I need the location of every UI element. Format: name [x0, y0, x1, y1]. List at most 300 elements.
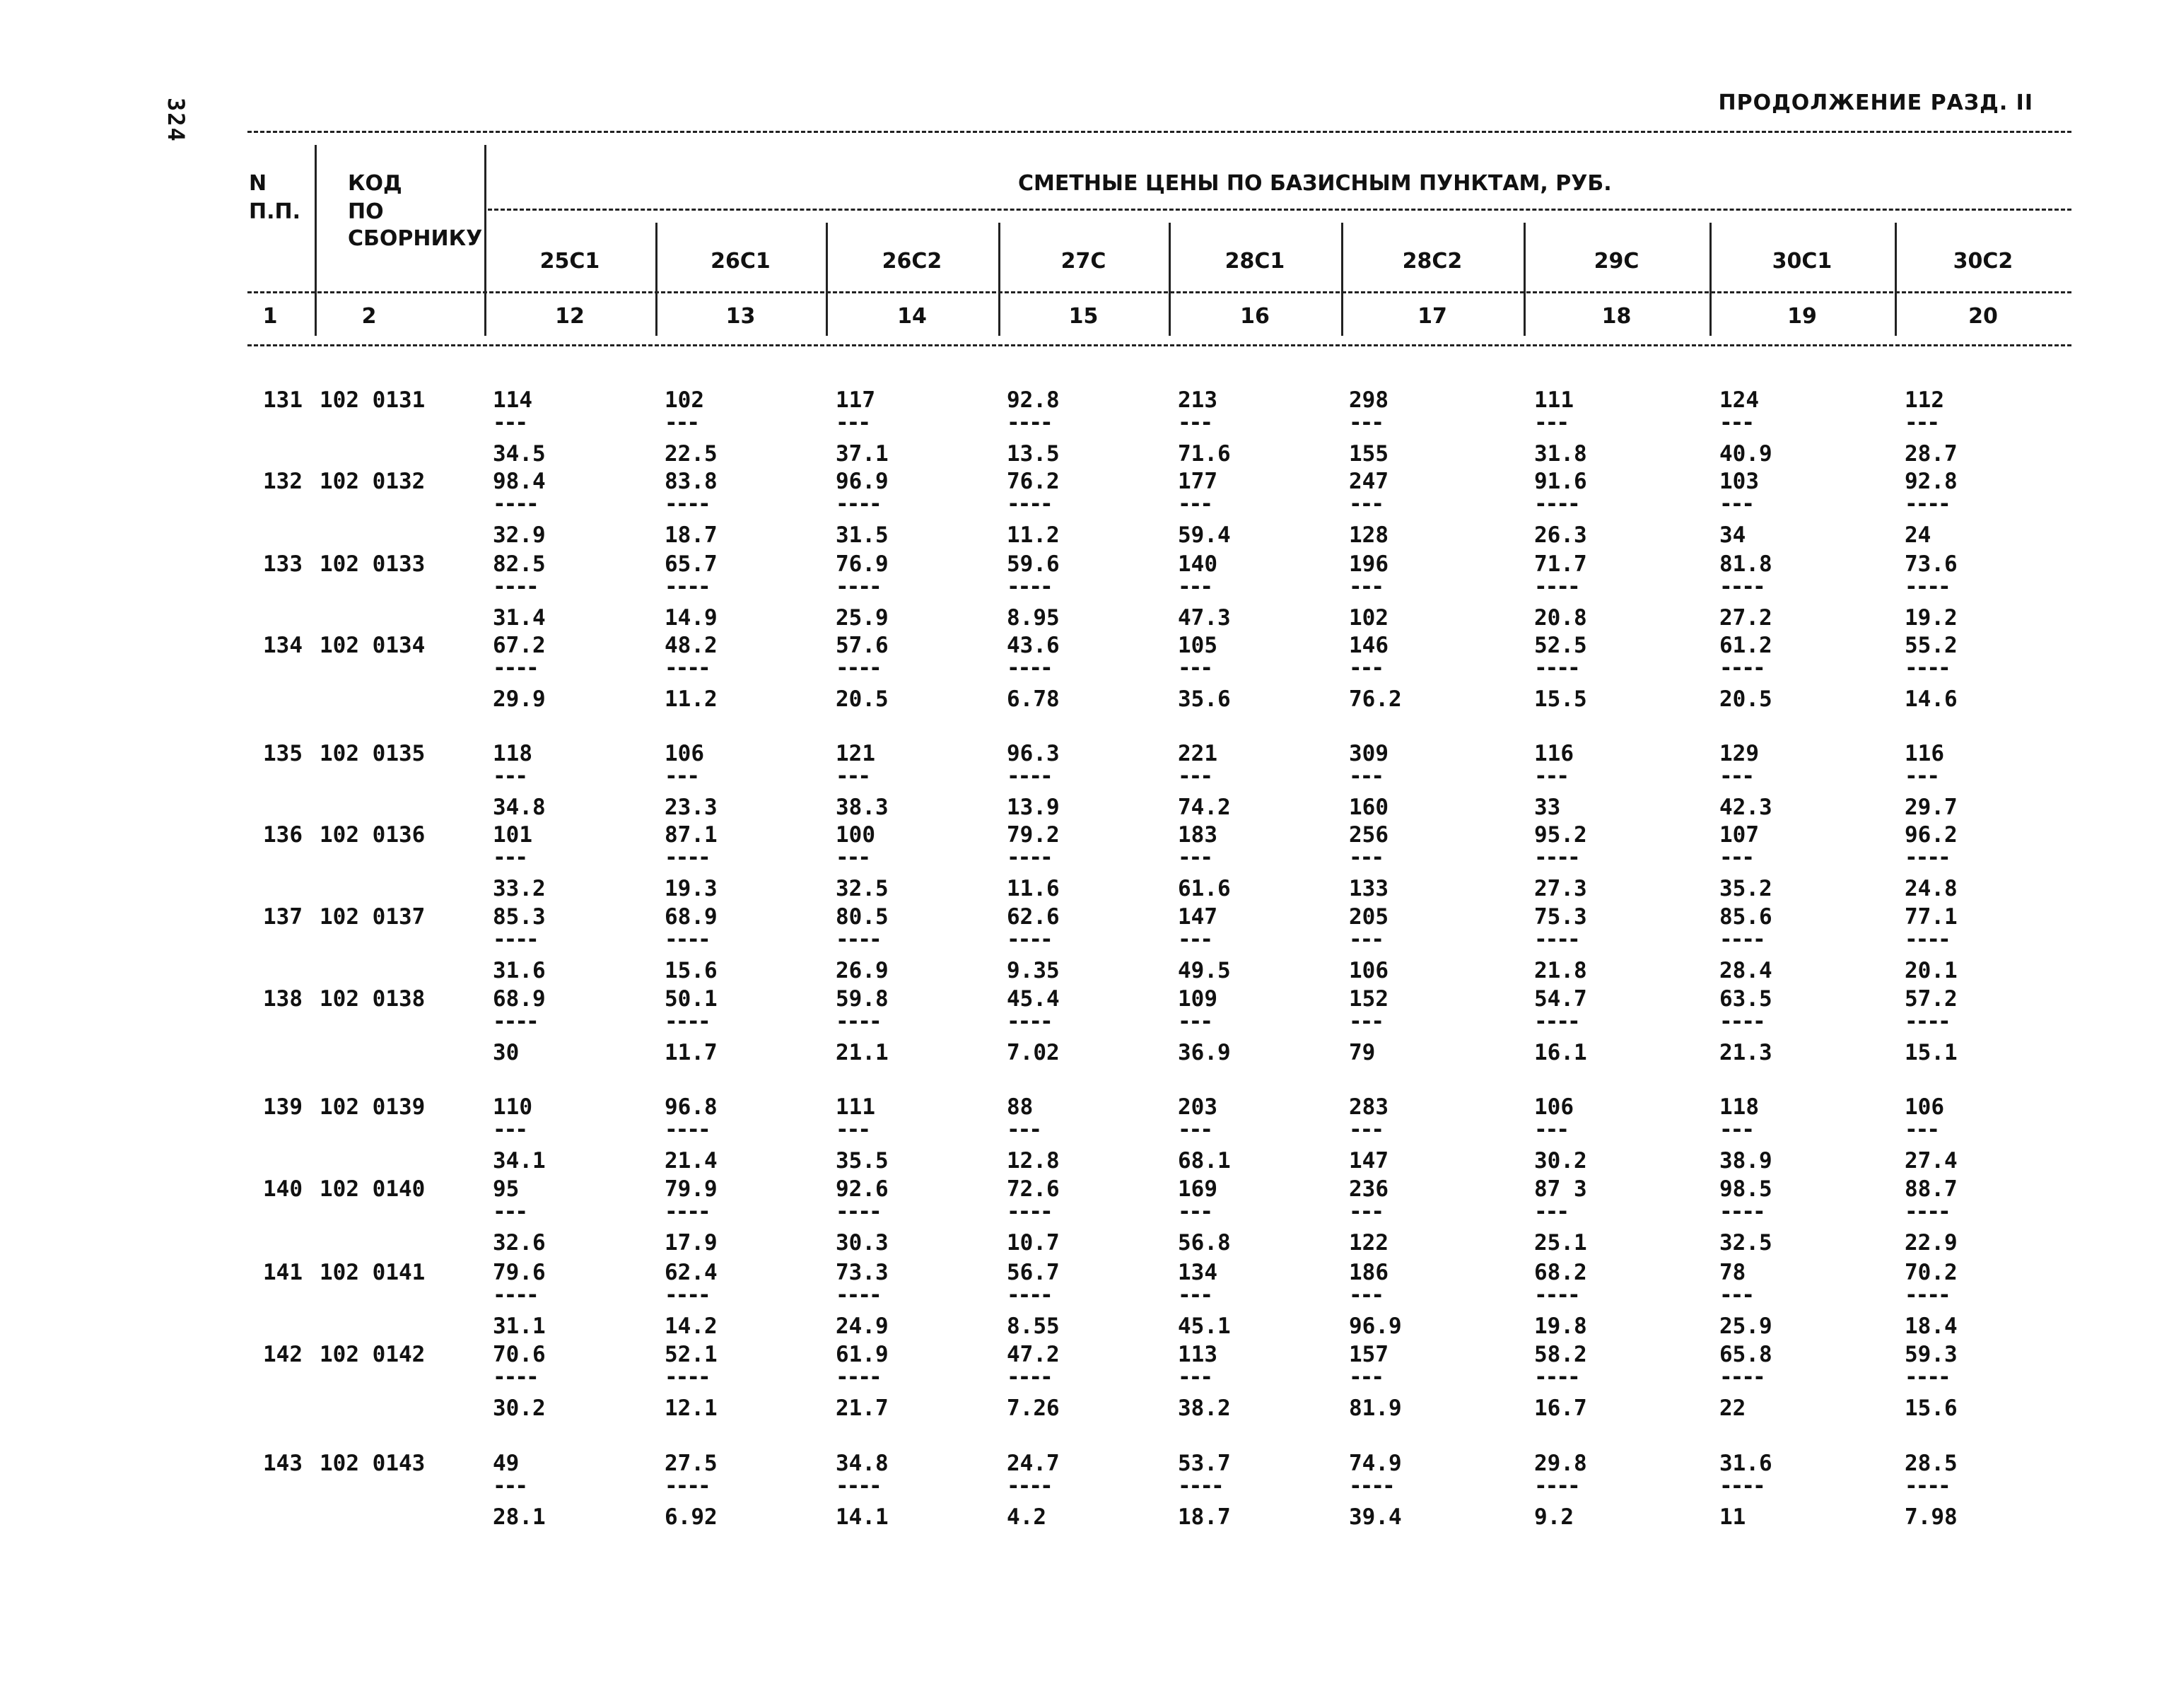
fraction-bar: ---- — [1719, 1009, 1764, 1034]
price-bottom: 21.1 — [836, 1040, 889, 1065]
price-bottom: 20.5 — [1719, 686, 1772, 712]
fraction-bar: ---- — [1534, 1364, 1579, 1390]
fraction-bar: --- — [1905, 764, 1938, 789]
price-top: 95.2 — [1534, 822, 1587, 848]
fraction-bar: ---- — [1534, 655, 1579, 681]
fraction-bar: ---- — [1178, 1473, 1222, 1499]
header-pp: П.П. — [249, 199, 301, 224]
column-number: 20 — [1968, 304, 1998, 329]
price-top: 68.9 — [665, 904, 718, 930]
fraction-bar: ---- — [1007, 574, 1051, 599]
fraction-bar: --- — [1178, 845, 1211, 870]
fraction-bar: ---- — [493, 1009, 537, 1034]
price-top: 79.9 — [665, 1176, 718, 1202]
price-bottom: 14.9 — [665, 605, 718, 631]
column-title: 26С2 — [882, 249, 942, 274]
column-title: 30С2 — [1953, 249, 2013, 274]
fraction-bar: --- — [1178, 1364, 1211, 1390]
price-top: 70.6 — [493, 1342, 546, 1367]
header-prices-title: СМЕТНЫЕ ЦЕНЫ ПО БАЗИСНЫМ ПУНКТАМ, РУБ. — [1018, 171, 1612, 196]
fraction-bar: --- — [1719, 1117, 1753, 1142]
price-bottom: 22 — [1719, 1396, 1746, 1421]
price-bottom: 7.26 — [1007, 1396, 1060, 1421]
fraction-bar: ---- — [1007, 1199, 1051, 1224]
fraction-bar: ---- — [1905, 1199, 1949, 1224]
price-top: 91.6 — [1534, 469, 1587, 494]
price-bottom: 16.7 — [1534, 1396, 1587, 1421]
price-bottom: 19.3 — [665, 876, 718, 901]
price-top: 57.2 — [1905, 986, 1958, 1012]
row-code: 102 0139 — [320, 1094, 426, 1120]
fraction-bar: ---- — [665, 1364, 709, 1390]
price-top: 78 — [1719, 1260, 1746, 1285]
price-top: 49 — [493, 1451, 520, 1476]
price-top: 77.1 — [1905, 904, 1958, 930]
row-code: 102 0136 — [320, 822, 426, 848]
fraction-bar: ---- — [493, 574, 537, 599]
fraction-bar: --- — [493, 845, 526, 870]
price-top: 106 — [665, 741, 704, 766]
price-top: 186 — [1349, 1260, 1389, 1285]
fraction-bar: --- — [1719, 491, 1753, 517]
row-number: 134 — [263, 633, 303, 658]
price-top: 61.2 — [1719, 633, 1772, 658]
price-bottom: 28.7 — [1905, 441, 1958, 467]
price-top: 59.6 — [1007, 551, 1060, 577]
price-bottom: 147 — [1349, 1148, 1389, 1174]
fraction-bar: --- — [493, 410, 526, 435]
fraction-bar: ---- — [1007, 1009, 1051, 1034]
price-top: 152 — [1349, 986, 1389, 1012]
price-top: 129 — [1719, 741, 1759, 766]
price-bottom: 38.3 — [836, 795, 889, 820]
row-code: 102 0140 — [320, 1176, 426, 1202]
fraction-bar: ---- — [836, 1009, 880, 1034]
fraction-bar: ---- — [1007, 845, 1051, 870]
price-top: 117 — [836, 387, 875, 413]
price-bottom: 29.9 — [493, 686, 546, 712]
colnum-2: 2 — [361, 304, 377, 329]
price-bottom: 71.6 — [1178, 441, 1231, 467]
price-top: 73.3 — [836, 1260, 889, 1285]
row-number: 140 — [263, 1176, 303, 1202]
fraction-bar: ---- — [1719, 927, 1764, 952]
fraction-bar: --- — [836, 845, 869, 870]
price-bottom: 22.5 — [665, 441, 718, 467]
price-bottom: 24 — [1905, 522, 1931, 548]
price-bottom: 14.1 — [836, 1504, 889, 1530]
price-top: 95 — [493, 1176, 520, 1202]
row-code: 102 0138 — [320, 986, 426, 1012]
price-bottom: 21.7 — [836, 1396, 889, 1421]
price-top: 75.3 — [1534, 904, 1587, 930]
price-bottom: 19.2 — [1905, 605, 1958, 631]
row-code: 102 0131 — [320, 387, 426, 413]
fraction-bar: ---- — [1534, 491, 1579, 517]
fraction-bar: ---- — [493, 655, 537, 681]
price-top: 63.5 — [1719, 986, 1772, 1012]
price-bottom: 7.02 — [1007, 1040, 1060, 1065]
price-top: 92.8 — [1007, 387, 1060, 413]
continuation-label: ПРОДОЛЖЕНИЕ РАЗД. II — [1718, 90, 2033, 115]
price-top: 88.7 — [1905, 1176, 1958, 1202]
fraction-bar: ---- — [1905, 491, 1949, 517]
price-top: 70.2 — [1905, 1260, 1958, 1285]
price-top: 247 — [1349, 469, 1389, 494]
price-top: 147 — [1178, 904, 1217, 930]
fraction-bar: --- — [1719, 845, 1753, 870]
price-bottom: 35.2 — [1719, 876, 1772, 901]
price-bottom: 11.7 — [665, 1040, 718, 1065]
fraction-bar: ---- — [1007, 927, 1051, 952]
column-number: 12 — [555, 304, 585, 329]
price-bottom: 6.78 — [1007, 686, 1060, 712]
fraction-bar: --- — [1349, 410, 1382, 435]
price-top: 59.3 — [1905, 1342, 1958, 1367]
price-top: 58.2 — [1534, 1342, 1587, 1367]
fraction-bar: ---- — [1719, 574, 1764, 599]
fraction-bar: --- — [1719, 1282, 1753, 1308]
price-bottom: 13.9 — [1007, 795, 1060, 820]
price-bottom: 27.4 — [1905, 1148, 1958, 1174]
header-kod-1: КОД — [348, 171, 402, 196]
price-bottom: 102 — [1349, 605, 1389, 631]
column-title: 25С1 — [539, 249, 600, 274]
price-bottom: 25.1 — [1534, 1230, 1587, 1256]
price-top: 169 — [1178, 1176, 1217, 1202]
row-code: 102 0135 — [320, 741, 426, 766]
price-top: 68.9 — [493, 986, 546, 1012]
fraction-bar: ---- — [665, 655, 709, 681]
price-top: 121 — [836, 741, 875, 766]
price-top: 48.2 — [665, 633, 718, 658]
fraction-bar: ---- — [1007, 491, 1051, 517]
price-top: 29.8 — [1534, 1451, 1587, 1476]
header-kod-3: СБОРНИКУ — [348, 226, 483, 251]
fraction-bar: --- — [1178, 1009, 1211, 1034]
price-top: 71.7 — [1534, 551, 1587, 577]
price-bottom: 31.6 — [493, 958, 546, 983]
price-bottom: 6.92 — [665, 1504, 718, 1530]
fraction-bar: --- — [1349, 1282, 1382, 1308]
fraction-bar: ---- — [836, 574, 880, 599]
price-bottom: 68.1 — [1178, 1148, 1231, 1174]
price-bottom: 34.1 — [493, 1148, 546, 1174]
price-top: 92.8 — [1905, 469, 1958, 494]
price-top: 113 — [1178, 1342, 1217, 1367]
price-top: 92.6 — [836, 1176, 889, 1202]
price-top: 124 — [1719, 387, 1759, 413]
price-bottom: 45.1 — [1178, 1314, 1231, 1339]
row-number: 131 — [263, 387, 303, 413]
column-number: 13 — [725, 304, 756, 329]
page-number: 324 — [163, 98, 189, 143]
column-title: 29С — [1594, 249, 1639, 274]
fraction-bar: --- — [1905, 410, 1938, 435]
fraction-bar: ---- — [1905, 574, 1949, 599]
fraction-bar: --- — [1178, 1117, 1211, 1142]
fraction-bar: ---- — [836, 927, 880, 952]
column-number: 19 — [1787, 304, 1817, 329]
price-top: 309 — [1349, 741, 1389, 766]
price-top: 96.9 — [836, 469, 889, 494]
fraction-bar: --- — [1349, 655, 1382, 681]
row-code: 102 0141 — [320, 1260, 426, 1285]
price-top: 111 — [1534, 387, 1574, 413]
price-bottom: 32.5 — [836, 876, 889, 901]
price-top: 83.8 — [665, 469, 718, 494]
price-top: 27.5 — [665, 1451, 718, 1476]
price-bottom: 155 — [1349, 441, 1389, 467]
fraction-bar: ---- — [493, 1282, 537, 1308]
price-bottom: 21.4 — [665, 1148, 718, 1174]
price-top: 96.2 — [1905, 822, 1958, 848]
price-top: 298 — [1349, 387, 1389, 413]
price-top: 112 — [1905, 387, 1944, 413]
price-bottom: 31.4 — [493, 605, 546, 631]
fraction-bar: --- — [1178, 764, 1211, 789]
price-top: 203 — [1178, 1094, 1217, 1120]
colnum-1: 1 — [262, 304, 278, 329]
price-bottom: 133 — [1349, 876, 1389, 901]
price-top: 134 — [1178, 1260, 1217, 1285]
price-bottom: 38.2 — [1178, 1396, 1231, 1421]
price-bottom: 96.9 — [1349, 1314, 1402, 1339]
column-title: 28С2 — [1402, 249, 1463, 274]
fraction-bar: ---- — [1905, 655, 1949, 681]
price-bottom: 29.7 — [1905, 795, 1958, 820]
fraction-bar: ---- — [665, 1199, 709, 1224]
fraction-bar: --- — [1719, 764, 1753, 789]
fraction-bar: ---- — [836, 1364, 880, 1390]
row-code: 102 0143 — [320, 1451, 426, 1476]
price-top: 79.2 — [1007, 822, 1060, 848]
price-bottom: 8.55 — [1007, 1314, 1060, 1339]
price-bottom: 4.2 — [1007, 1504, 1046, 1530]
price-top: 196 — [1349, 551, 1389, 577]
row-number: 133 — [263, 551, 303, 577]
price-top: 106 — [1905, 1094, 1944, 1120]
price-top: 53.7 — [1178, 1451, 1231, 1476]
fraction-bar: ---- — [1719, 1364, 1764, 1390]
fraction-bar: --- — [1178, 574, 1211, 599]
row-number: 136 — [263, 822, 303, 848]
price-top: 146 — [1349, 633, 1389, 658]
fraction-bar: ---- — [665, 574, 709, 599]
price-bottom: 15.1 — [1905, 1040, 1958, 1065]
price-bottom: 20.5 — [836, 686, 889, 712]
fraction-bar: ---- — [836, 1282, 880, 1308]
price-bottom: 11.6 — [1007, 876, 1060, 901]
row-code: 102 0142 — [320, 1342, 426, 1367]
price-bottom: 74.2 — [1178, 795, 1231, 820]
fraction-bar: ---- — [1534, 1009, 1579, 1034]
fraction-bar: --- — [665, 764, 698, 789]
price-top: 221 — [1178, 741, 1217, 766]
price-top: 140 — [1178, 551, 1217, 577]
price-bottom: 15.6 — [665, 958, 718, 983]
fraction-bar: --- — [836, 1117, 869, 1142]
fraction-bar: --- — [836, 764, 869, 789]
fraction-bar: ---- — [493, 491, 537, 517]
row-code: 102 0134 — [320, 633, 426, 658]
price-top: 79.6 — [493, 1260, 546, 1285]
fraction-bar: ---- — [836, 1199, 880, 1224]
price-bottom: 26.3 — [1534, 522, 1587, 548]
price-bottom: 32.6 — [493, 1230, 546, 1256]
price-bottom: 7.98 — [1905, 1504, 1958, 1530]
fraction-bar: --- — [665, 410, 698, 435]
fraction-bar: --- — [1905, 1117, 1938, 1142]
row-number: 135 — [263, 741, 303, 766]
price-top: 87 3 — [1534, 1176, 1587, 1202]
row-number: 142 — [263, 1342, 303, 1367]
price-bottom: 35.5 — [836, 1148, 889, 1174]
price-bottom: 30.2 — [1534, 1148, 1587, 1174]
price-bottom: 34.8 — [493, 795, 546, 820]
price-top: 116 — [1905, 741, 1944, 766]
fraction-bar: ---- — [665, 1473, 709, 1499]
fraction-bar: ---- — [1007, 655, 1051, 681]
price-bottom: 34.5 — [493, 441, 546, 467]
price-top: 256 — [1349, 822, 1389, 848]
row-number: 137 — [263, 904, 303, 930]
fraction-bar: --- — [1178, 927, 1211, 952]
price-bottom: 30.2 — [493, 1396, 546, 1421]
price-bottom: 32.9 — [493, 522, 546, 548]
price-top: 65.7 — [665, 551, 718, 577]
price-bottom: 11.2 — [665, 686, 718, 712]
fraction-bar: ---- — [1534, 845, 1579, 870]
fraction-bar: --- — [1719, 410, 1753, 435]
price-bottom: 39.4 — [1349, 1504, 1402, 1530]
price-bottom: 27.2 — [1719, 605, 1772, 631]
price-top: 96.3 — [1007, 741, 1060, 766]
fraction-bar: ---- — [1007, 1282, 1051, 1308]
price-top: 31.6 — [1719, 1451, 1772, 1476]
price-bottom: 18.7 — [1178, 1504, 1231, 1530]
price-top: 62.6 — [1007, 904, 1060, 930]
price-bottom: 13.5 — [1007, 441, 1060, 467]
price-bottom: 61.6 — [1178, 876, 1231, 901]
price-bottom: 16.1 — [1534, 1040, 1587, 1065]
fraction-bar: ---- — [1905, 1473, 1949, 1499]
price-top: 55.2 — [1905, 633, 1958, 658]
column-number: 15 — [1068, 304, 1099, 329]
fraction-bar: --- — [1178, 1199, 1211, 1224]
fraction-bar: --- — [1349, 574, 1382, 599]
fraction-bar: --- — [1534, 1117, 1567, 1142]
price-bottom: 18.7 — [665, 522, 718, 548]
price-bottom: 20.8 — [1534, 605, 1587, 631]
price-top: 45.4 — [1007, 986, 1060, 1012]
price-bottom: 10.7 — [1007, 1230, 1060, 1256]
price-bottom: 122 — [1349, 1230, 1389, 1256]
price-top: 101 — [493, 822, 532, 848]
price-bottom: 14.6 — [1905, 686, 1958, 712]
price-bottom: 24.8 — [1905, 876, 1958, 901]
fraction-bar: ---- — [493, 1364, 537, 1390]
fraction-bar: ---- — [665, 927, 709, 952]
price-top: 114 — [493, 387, 532, 413]
price-top: 72.6 — [1007, 1176, 1060, 1202]
fraction-bar: --- — [1178, 655, 1211, 681]
price-top: 52.5 — [1534, 633, 1587, 658]
price-top: 76.2 — [1007, 469, 1060, 494]
price-top: 74.9 — [1349, 1451, 1402, 1476]
price-top: 81.8 — [1719, 551, 1772, 577]
fraction-bar: ---- — [1905, 1282, 1949, 1308]
price-top: 283 — [1349, 1094, 1389, 1120]
fraction-bar: --- — [1349, 845, 1382, 870]
price-bottom: 21.8 — [1534, 958, 1587, 983]
price-bottom: 35.6 — [1178, 686, 1231, 712]
price-bottom: 8.95 — [1007, 605, 1060, 631]
fraction-bar: ---- — [1719, 1199, 1764, 1224]
fraction-bar: ---- — [1905, 1364, 1949, 1390]
price-bottom: 106 — [1349, 958, 1389, 983]
price-top: 62.4 — [665, 1260, 718, 1285]
fraction-bar: --- — [493, 764, 526, 789]
price-top: 236 — [1349, 1176, 1389, 1202]
price-top: 102 — [665, 387, 704, 413]
price-top: 28.5 — [1905, 1451, 1958, 1476]
fraction-bar: --- — [1349, 1199, 1382, 1224]
fraction-bar: --- — [1349, 1009, 1382, 1034]
price-bottom: 128 — [1349, 522, 1389, 548]
row-number: 143 — [263, 1451, 303, 1476]
fraction-bar: --- — [1534, 764, 1567, 789]
price-top: 118 — [493, 741, 532, 766]
price-bottom: 33 — [1534, 795, 1561, 820]
row-number: 139 — [263, 1094, 303, 1120]
row-number: 141 — [263, 1260, 303, 1285]
fraction-bar: --- — [493, 1117, 526, 1142]
fraction-bar: ---- — [836, 491, 880, 517]
price-top: 116 — [1534, 741, 1574, 766]
price-top: 80.5 — [836, 904, 889, 930]
row-code: 102 0132 — [320, 469, 426, 494]
price-top: 109 — [1178, 986, 1217, 1012]
price-top: 65.8 — [1719, 1342, 1772, 1367]
price-bottom: 25.9 — [1719, 1314, 1772, 1339]
price-top: 100 — [836, 822, 875, 848]
price-bottom: 160 — [1349, 795, 1389, 820]
fraction-bar: ---- — [665, 1282, 709, 1308]
price-top: 213 — [1178, 387, 1217, 413]
column-title: 30С1 — [1772, 249, 1832, 274]
fraction-bar: ---- — [836, 655, 880, 681]
fraction-bar: ---- — [1007, 764, 1051, 789]
price-top: 98.5 — [1719, 1176, 1772, 1202]
price-top: 183 — [1178, 822, 1217, 848]
column-number: 14 — [897, 304, 927, 329]
price-bottom: 11 — [1719, 1504, 1746, 1530]
price-bottom: 40.9 — [1719, 441, 1772, 467]
price-top: 43.6 — [1007, 633, 1060, 658]
price-top: 56.7 — [1007, 1260, 1060, 1285]
price-bottom: 17.9 — [665, 1230, 718, 1256]
fraction-bar: ---- — [1007, 410, 1051, 435]
fraction-bar: --- — [1349, 927, 1382, 952]
fraction-bar: --- — [1178, 491, 1211, 517]
price-top: 73.6 — [1905, 551, 1958, 577]
price-bottom: 79 — [1349, 1040, 1376, 1065]
price-top: 82.5 — [493, 551, 546, 577]
price-top: 105 — [1178, 633, 1217, 658]
fraction-bar: ---- — [1719, 1473, 1764, 1499]
price-top: 61.9 — [836, 1342, 889, 1367]
